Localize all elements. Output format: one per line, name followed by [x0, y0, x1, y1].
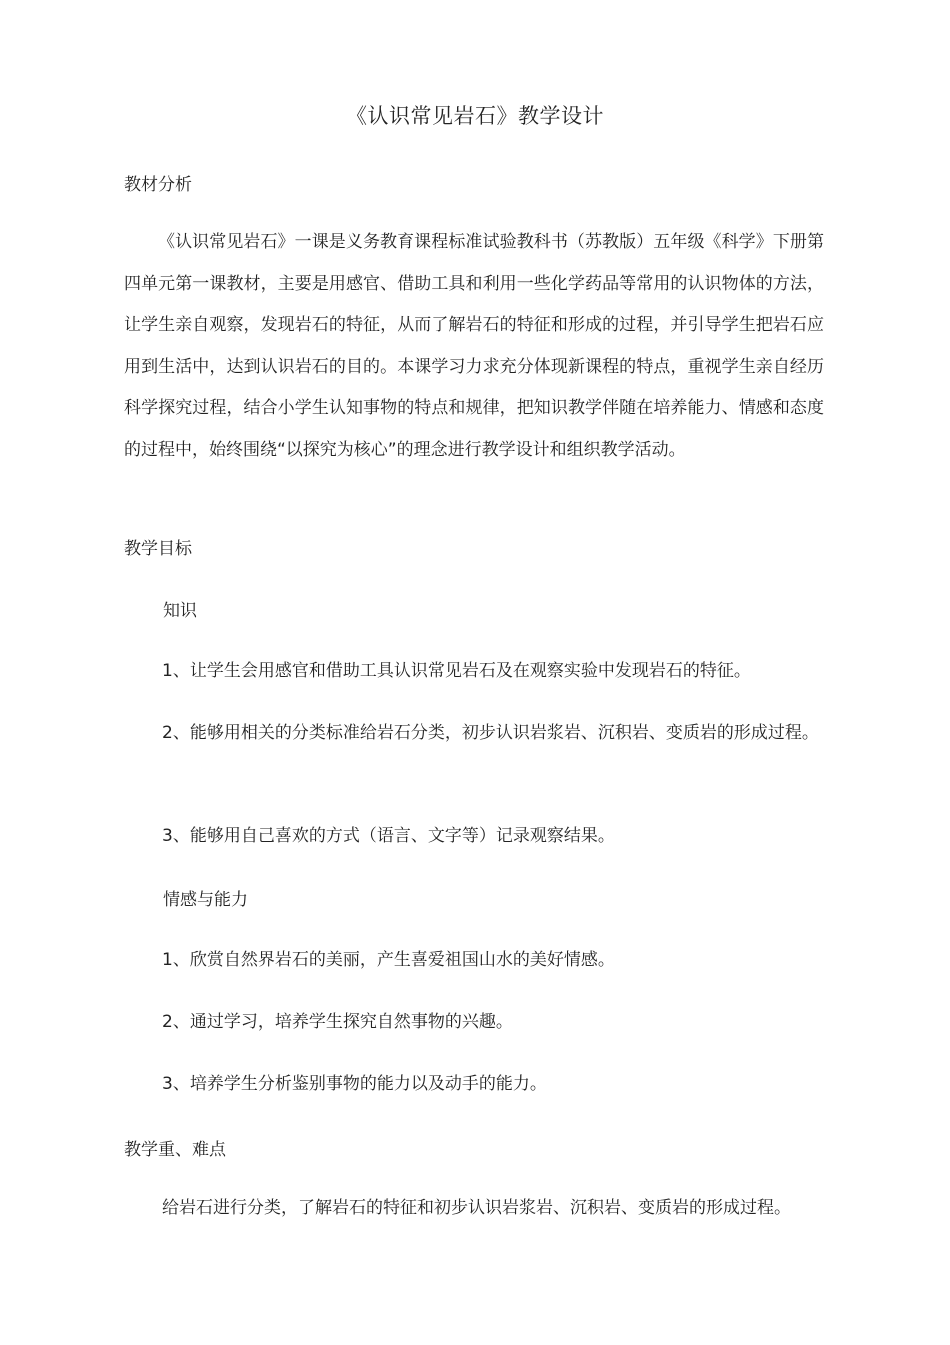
knowledge-item-3: 3、能够用自己喜欢的方式（语言、文字等）记录观察结果。: [162, 826, 615, 846]
section-heading-keypoints: 教学重、难点: [124, 1140, 226, 1160]
section-heading-goals: 教学目标: [124, 539, 192, 559]
subheading-emotion: 情感与能力: [163, 890, 248, 910]
section-heading-analysis: 教材分析: [124, 175, 192, 195]
knowledge-item-1: 1、让学生会用感官和借助工具认识常见岩石及在观察实验中发现岩石的特征。: [162, 661, 751, 681]
emotion-item-2: 2、通过学习，培养学生探究自然事物的兴趣。: [162, 1012, 513, 1032]
emotion-item-3: 3、培养学生分析鉴别事物的能力以及动手的能力。: [162, 1074, 547, 1094]
knowledge-item-2: 2、能够用相关的分类标准给岩石分类，初步认识岩浆岩、沉积岩、变质岩的形成过程。: [162, 723, 819, 743]
document-title: 《认识常见岩石》教学设计: [346, 104, 604, 128]
keypoints-paragraph: 给岩石进行分类，了解岩石的特征和初步认识岩浆岩、沉积岩、变质岩的形成过程。: [162, 1198, 791, 1218]
emotion-item-1: 1、欣赏自然界岩石的美丽，产生喜爱祖国山水的美好情感。: [162, 950, 615, 970]
analysis-paragraph: 《认识常见岩石》一课是义务教育课程标准试验教科书（苏教版）五年级《科学》下册第四单元第一课教材，主要是用感官、借助工具和利用一些化学药品等常用的认识物体的方法，让学生亲自观察，发现岩石的特征，从而了解岩石的特征和形成的过程，并引导学生把岩石应用到生活中，达到认识岩石的目的。本课学习力求充分体现新课程的特点，重视学生亲自经历科学探究过程，结合小学生认知事物的特点和规律，把知识教学伴随在培养能力、情感和态度的过程中，始终围绕“以探究为核心”的理念进行教学设计和组织教学活动。: [124, 232, 824, 460]
subheading-knowledge: 知识: [163, 601, 197, 621]
